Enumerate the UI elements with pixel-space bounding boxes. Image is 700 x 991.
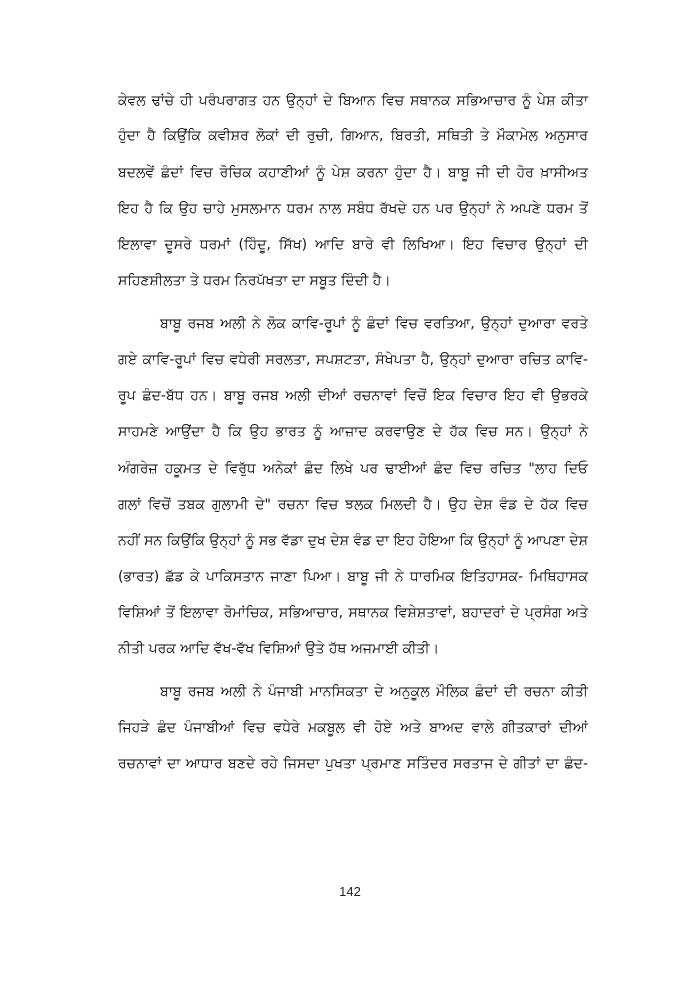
text-line: ਵਿਸ਼ਿਆਂ ਤੋਂ ਇਲਾਵਾ ਰੋਮਾਂਚਿਕ, ਸਭਿਆਚਾਰ, ਸਥਾਨਕ ਵਿਸ਼ੇਸ਼ਤਾਵਾਂ, ਬਹਾਦਰਾਂ ਦੇ ਪ੍ਰਸੰਗ ਅਤੇ [118, 605, 588, 621]
text-line: ਜਿਹੜੇ ਛੰਦ ਪੰਜਾਬੀਆਂ ਵਿਚ ਵਧੇਰੇ ਮਕਬੂਲ ਵੀ ਹੋਏ ਅਤੇ ਬਾਅਦ ਵਾਲੇ ਗੀਤਕਾਰਾਂ ਦੀਆਂ [118, 720, 588, 736]
text-line: ਸਾਹਮਣੇ ਆਉਂਦਾ ਹੈ ਕਿ ਉਹ ਭਾਰਤ ਨੂੰ ਆਜ਼ਾਦ ਕਰਵਾਉਣ ਦੇ ਹੱਕ ਵਿਚ ਸਨ। ਉਨ੍ਹਾਂ ਨੇ [118, 424, 588, 440]
text-line: ਰੂਪ ਛੰਦ-ਬੱਧ ਹਨ। ਬਾਬੂ ਰਜਬ ਅਲੀ ਦੀਆਂ ਰਚਨਾਵਾਂ ਵਿਚੋਂ ਇਕ ਵਿਚਾਰ ਇਹ ਵੀ ਉਭਰਕੇ [118, 388, 588, 404]
text-line: ਬਦਲਵੇਂ ਛੰਦਾਂ ਵਿਚ ਰੋਚਿਕ ਕਹਾਣੀਆਂ ਨੂੰ ਪੇਸ਼ ਕਰਨਾ ਹੁੰਦਾ ਹੈ। ਬਾਬੂ ਜੀ ਦੀ ਹੋਰ ਖ਼ਾਸੀਅਤ [118, 165, 588, 181]
text-line: ਇਹ ਹੈ ਕਿ ਉਹ ਚਾਹੇ ਮੁਸਲਮਾਨ ਧਰਮ ਨਾਲ ਸਬੰਧ ਰੱਖਦੇ ਹਨ ਪਰ ਉਨ੍ਹਾਂ ਨੇ ਅਪਣੇ ਧਰਮ ਤੋਂ [118, 201, 588, 217]
text-line: ਰਚਨਾਵਾਂ ਦਾ ਆਧਾਰ ਬਣਦੇ ਰਹੇ ਜਿਸਦਾ ਪੁਖਤਾ ਪ੍ਰਮਾਣ ਸਤਿੰਦਰ ਸਰਤਾਜ ਦੇ ਗੀਤਾਂ ਦਾ ਛੰਦ- [118, 756, 588, 772]
text-line: ਬਾਬੂ ਰਜਬ ਅਲੀ ਨੇ ਪੰਜਾਬੀ ਮਾਨਸਿਕਤਾ ਦੇ ਅਨੁਕੂਲ ਮੌਲਿਕ ਛੰਦਾਂ ਦੀ ਰਚਨਾ ਕੀਤੀ [160, 684, 588, 700]
text-line: ਨਹੀਂ ਸਨ ਕਿਉਂਕਿ ਉਨ੍ਹਾਂ ਨੂੰ ਸਭ ਵੱਡਾ ਦੁਖ ਦੇਸ਼ ਵੰਡ ਦਾ ਇਹ ਹੋਇਆ ਕਿ ਉਨ੍ਹਾਂ ਨੂੰ ਆਪਣਾ ਦੇਸ਼ [118, 533, 588, 549]
text-line: ਨੀਤੀ ਪਰਕ ਆਦਿ ਵੱਖ-ਵੱਖ ਵਿਸ਼ਿਆਂ ਉਤੇ ਹੱਥ ਅਜਮਾਈ ਕੀਤੀ। [118, 641, 440, 657]
text-line: ਸਹਿਣਸ਼ੀਲਤਾ ਤੇ ਧਰਮ ਨਿਰਪੱਖਤਾ ਦਾ ਸਬੂਤ ਦਿੰਦੀ ਹੈ। [118, 273, 391, 289]
text-line: ਗਏ ਕਾਵਿ-ਰੂਪਾਂ ਵਿਚ ਵਧੇਰੀ ਸਰਲਤਾ, ਸਪਸ਼ਟਤਾ, ਸੰਖੇਪਤਾ ਹੈ, ਉਨ੍ਹਾਂ ਦੁਆਰਾ ਰਚਿਤ ਕਾਵਿ- [118, 352, 588, 368]
page-number: 142 [339, 884, 361, 899]
text-line: ਕੇਵਲ ਢਾਂਚੇ ਹੀ ਪਰੰਪਰਾਗਤ ਹਨ ਉਨ੍ਹਾਂ ਦੇ ਬਿਆਨ ਵਿਚ ਸਥਾਨਕ ਸਭਿਆਚਾਰ ਨੂੰ ਪੇਸ਼ ਕੀਤਾ [118, 93, 588, 109]
text-line: (ਭਾਰਤ) ਛੱਡ ਕੇ ਪਾਕਿਸਤਾਨ ਜਾਣਾ ਪਿਆ। ਬਾਬੂ ਜੀ ਨੇ ਧਾਰਮਿਕ ਇਤਿਹਾਸਕ- ਮਿਥਿਹਾਸਕ [118, 569, 588, 585]
text-line: ਇਲਾਵਾ ਦੂਸਰੇ ਧਰਮਾਂ (ਹਿੰਦੂ, ਸਿੱਖ) ਆਦਿ ਬਾਰੇ ਵੀ ਲਿਖਿਆ। ਇਹ ਵਿਚਾਰ ਉਨ੍ਹਾਂ ਦੀ [118, 237, 588, 253]
text-line: ਗਲਾਂ ਵਿਚੋਂ ਤਬਕ ਗੁਲਾਮੀ ਦੇ" ਰਚਨਾ ਵਿਚ ਝਲਕ ਮਿਲਦੀ ਹੈ। ਉਹ ਦੇਸ਼ ਵੰਡ ਦੇ ਹੱਕ ਵਿਚ [118, 497, 588, 513]
text-line: ਬਾਬੂ ਰਜਬ ਅਲੀ ਨੇ ਲੋਕ ਕਾਵਿ-ਰੂਪਾਂ ਨੂੰ ਛੰਦਾਂ ਵਿਚ ਵਰਤਿਆ, ਉਨ੍ਹਾਂ ਦੁਆਰਾ ਵਰਤੇ [160, 316, 588, 332]
text-line: ਅੰਗਰੇਜ਼ ਹਕੂਮਤ ਦੇ ਵਿਰੁੱਧ ਅਨੇਕਾਂ ਛੰਦ ਲਿਖੇ ਪਰ ਢਾਈਆਂ ਛੰਦ ਵਿਚ ਰਚਿਤ "ਲਾਹ ਦਿਓ [118, 461, 588, 477]
text-line: ਹੁੰਦਾ ਹੈ ਕਿਉਂਕਿ ਕਵੀਸ਼ਰ ਲੋਕਾਂ ਦੀ ਰੁਚੀ, ਗਿਆਨ, ਬਿਰਤੀ, ਸਥਿਤੀ ਤੇ ਮੌਕਾਮੇਲ ਅਨੁਸਾਰ [118, 128, 588, 144]
